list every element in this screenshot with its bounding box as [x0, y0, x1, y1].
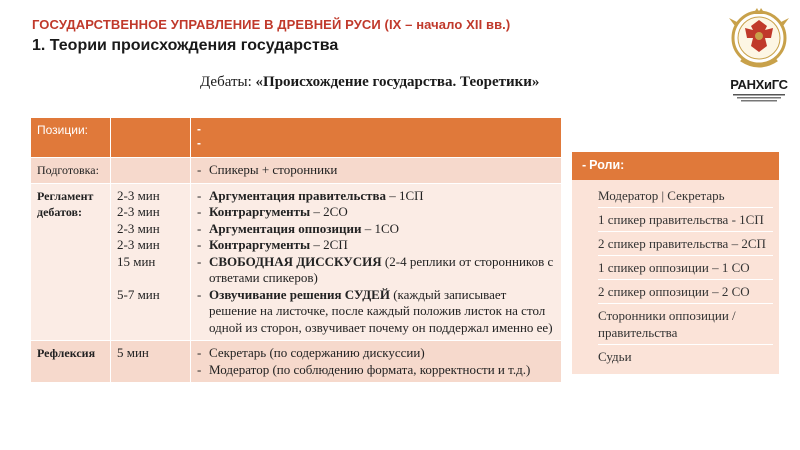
debate-table — [30, 117, 562, 383]
time-value: 5-7 мин — [117, 286, 160, 302]
positions-label: Позиции: — [37, 123, 88, 137]
header-dashes-cell — [191, 118, 562, 158]
role-item: 1 спикер правительства - 1СП — [598, 208, 773, 232]
list-item: - Аргументация оппозиции – 1СО — [197, 221, 555, 238]
row-content-cell — [191, 341, 562, 383]
row-label-cell — [31, 341, 111, 383]
row-label: Регламент дебатов: — [37, 188, 94, 219]
roles-list — [572, 180, 779, 374]
row-label-cell — [31, 158, 111, 184]
time-value: 15 мин — [117, 253, 156, 269]
row-time-cell — [111, 183, 191, 341]
roles-dash: - — [582, 158, 587, 172]
row-label: Рефлексия — [37, 346, 96, 360]
list-item: - СВОБОДНАЯ ДИССКУСИЯ (2-4 реплики от сторонников с ответами спикеров) — [197, 254, 555, 287]
logo-text: РАНХиГС — [730, 77, 788, 92]
roles-header — [572, 152, 779, 180]
list-item: - Спикеры + сторонники — [197, 162, 555, 179]
header-dash: - — [197, 122, 201, 136]
time-value: 2-3 мин — [117, 237, 160, 252]
logo-caption-lines — [733, 94, 785, 102]
time-value: 2-3 мин — [117, 220, 160, 236]
debate-prefix: Дебаты: — [200, 74, 256, 90]
role-item: 2 спикер оппозиции – 2 СО — [598, 280, 773, 304]
slide-subtitle: 1. Теории происхождения государства — [32, 37, 339, 54]
role-item: Судьи — [598, 349, 632, 364]
header-dash: - — [197, 136, 201, 150]
role-item: Сторонники оппозиции / правительства — [598, 304, 773, 345]
eagle-emblem-icon — [727, 4, 791, 76]
ranepa-logo — [727, 4, 791, 104]
header-label-cell — [31, 118, 111, 158]
row-content-cell — [191, 183, 562, 341]
role-item: 1 спикер оппозиции – 1 СО — [598, 256, 773, 280]
table-row-reflection — [31, 341, 562, 383]
table-row-preparation — [31, 158, 562, 184]
debate-topic: «Происхождение государства. Теоретики» — [255, 74, 540, 90]
slide-title: ГОСУДАРСТВЕННОЕ УПРАВЛЕНИЕ В ДРЕВНЕЙ РУСИ (IX – начало XII вв.) — [32, 17, 511, 32]
row-content-cell — [191, 158, 562, 184]
table-header-row — [31, 118, 562, 158]
row-label: Подготовка: — [37, 163, 99, 177]
row-time-cell — [111, 341, 191, 383]
time-value: 5 мин — [117, 345, 149, 360]
header-empty-cell — [111, 118, 191, 158]
role-item: Модератор | Секретарь — [598, 184, 773, 208]
roles-panel — [572, 152, 779, 374]
list-item: - Контраргументы – 2СП — [197, 237, 555, 254]
row-label-cell — [31, 183, 111, 341]
table-row-regulation — [31, 183, 562, 341]
list-item: - Озвучивание решения СУДЕЙ (каждый записывает решение на листочке, после каждый положив листок на стол одной из сторон, озвучивает почему он поддержал именно ее) — [197, 287, 555, 337]
list-item: - Контраргументы – 2СО — [197, 204, 555, 221]
roles-title: Роли: — [589, 158, 625, 172]
time-spacer — [117, 270, 184, 287]
time-value: 2-3 мин — [117, 204, 160, 219]
debate-heading — [200, 74, 539, 91]
role-item: 2 спикер правительства – 2СП — [598, 232, 773, 256]
list-item: - Секретарь (по содержанию дискуссии) — [197, 345, 555, 362]
list-item: - Модератор (по соблюдению формата, корректности и т.д.) — [197, 362, 555, 379]
list-item: - Аргументация правительства – 1СП — [197, 188, 555, 205]
time-value: 2-3 мин — [117, 187, 160, 203]
row-time-cell — [111, 158, 191, 184]
